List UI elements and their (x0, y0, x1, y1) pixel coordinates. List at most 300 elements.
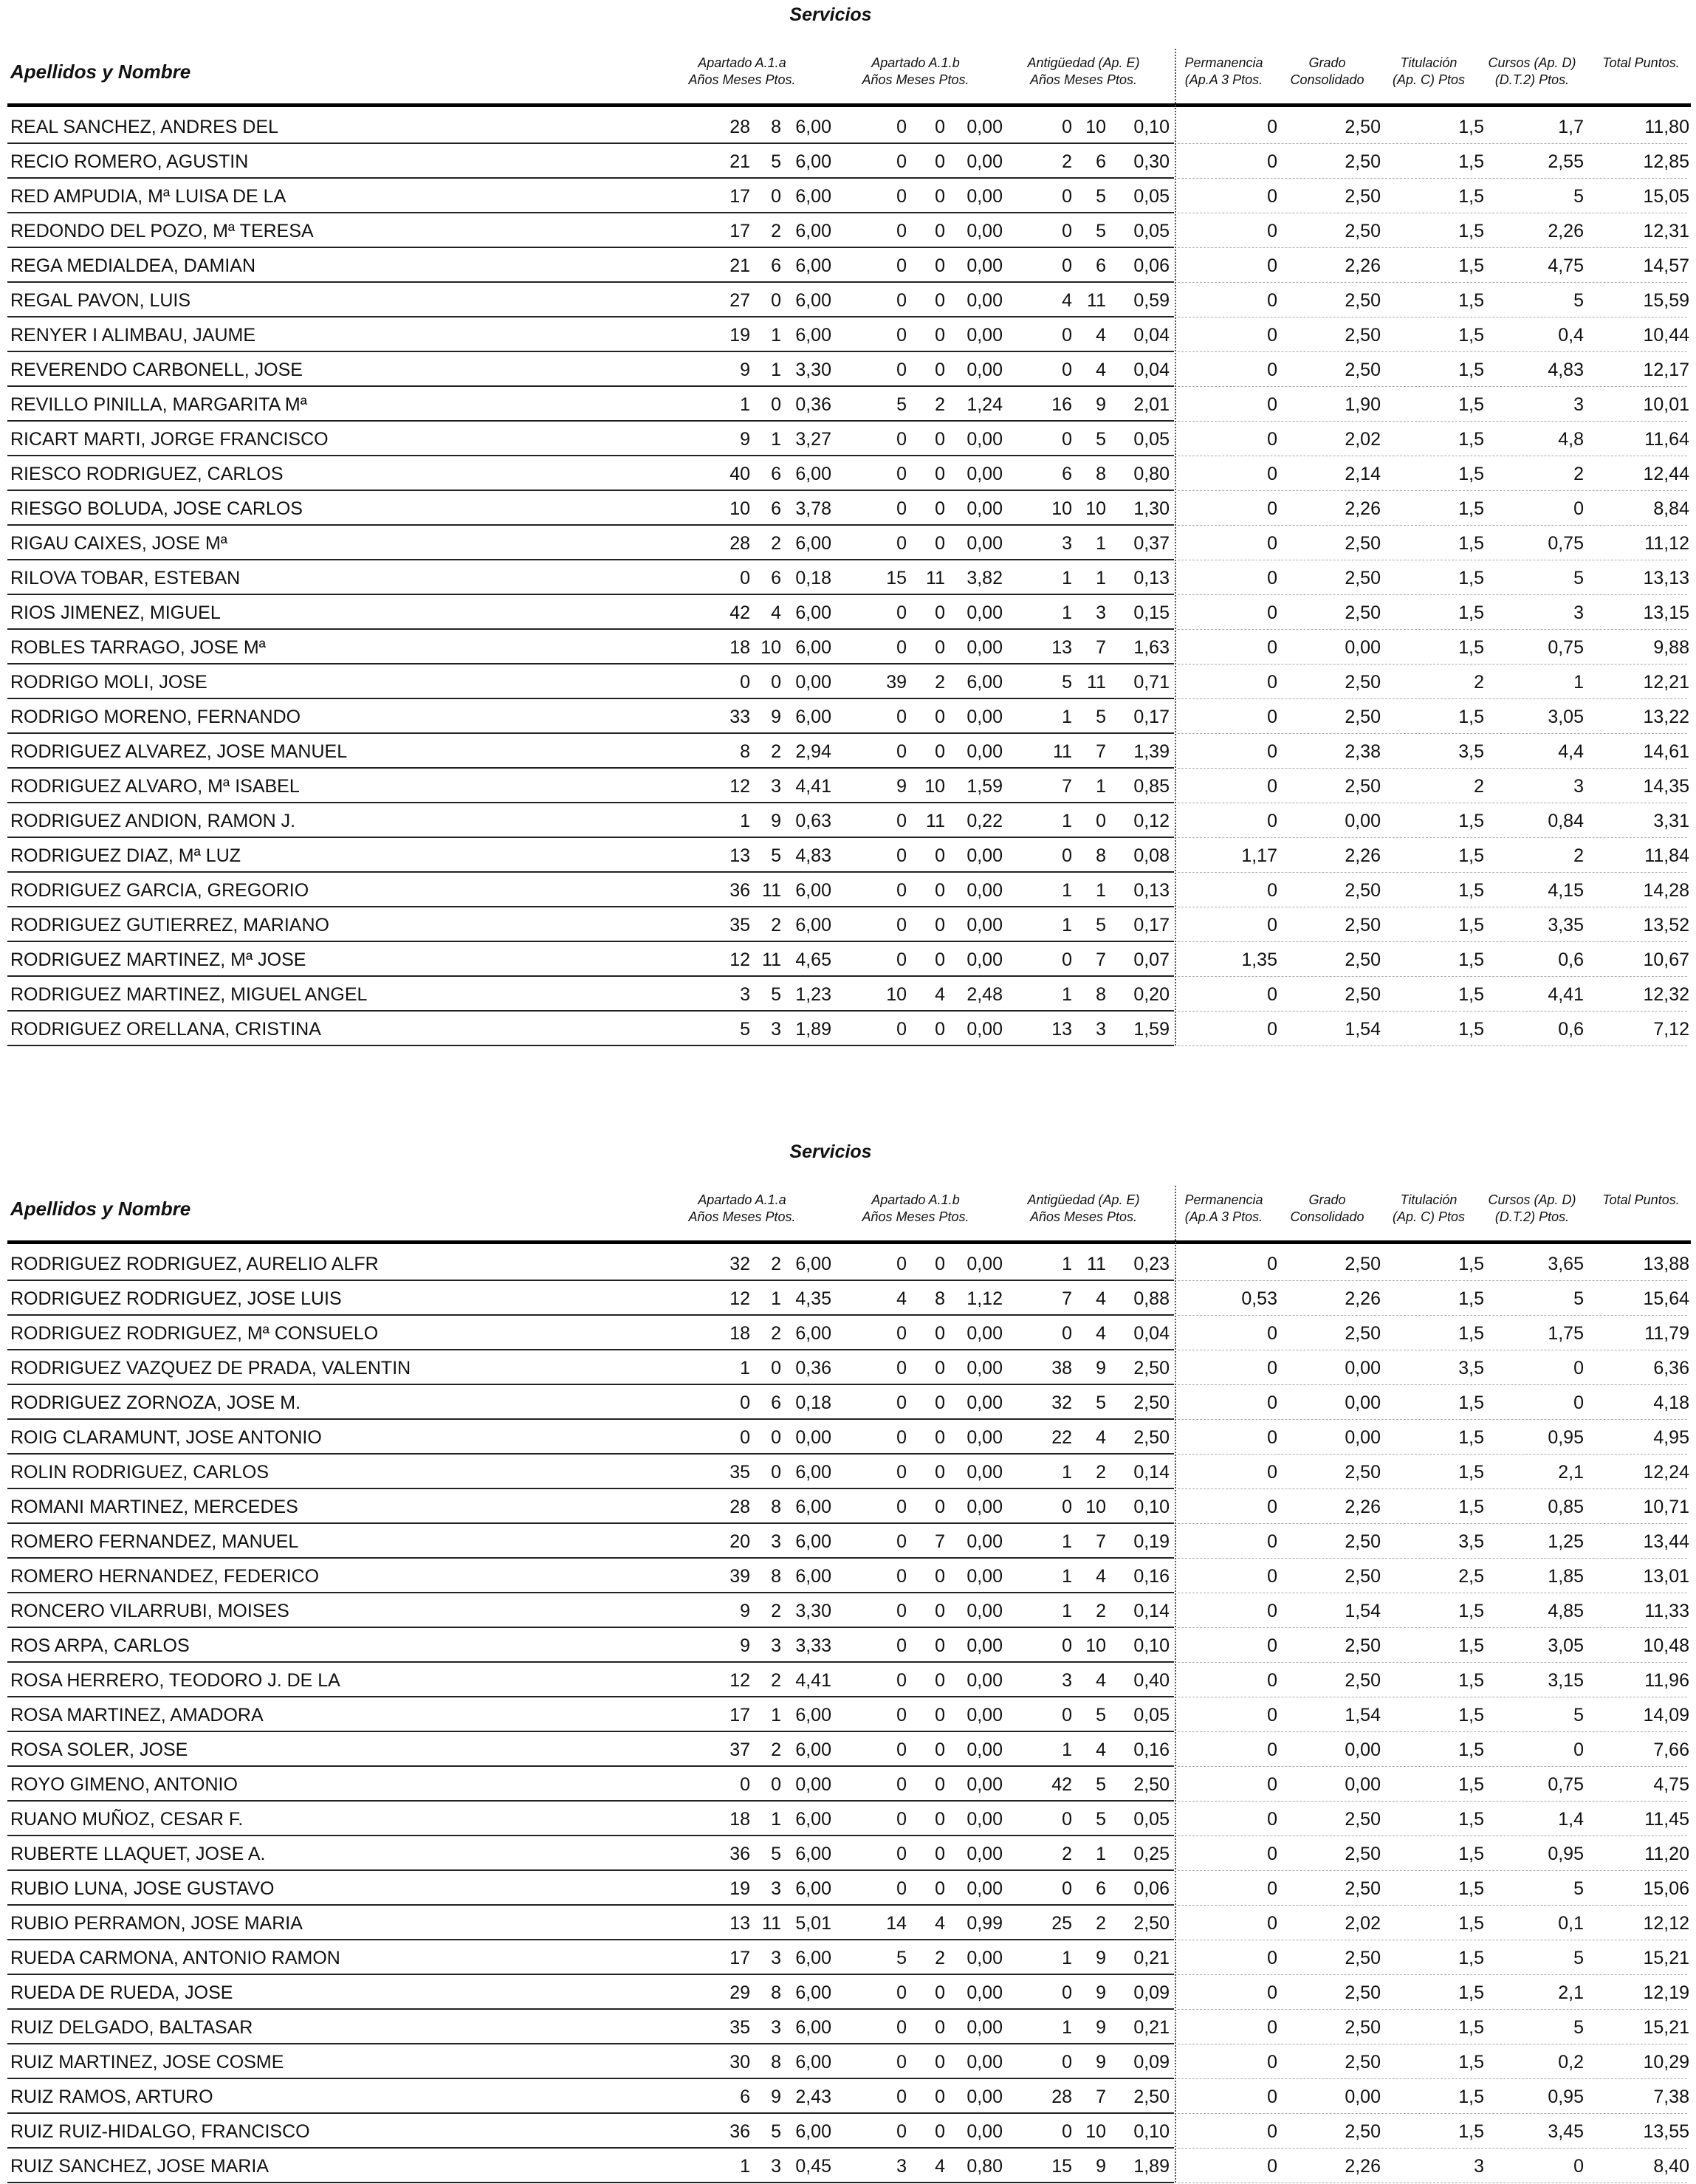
a1b-years-cell: 0 (896, 255, 907, 276)
name-cell: RUANO MUÑOZ, CESAR F. (10, 1809, 244, 1830)
a1b-years-cell: 15 (886, 568, 907, 588)
section-title: Servicios (789, 1141, 872, 1162)
ant-pts-cell: 0,05 (1133, 186, 1170, 207)
a1a-years-cell: 9 (740, 360, 750, 380)
ant-years-cell: 1 (1062, 1566, 1072, 1587)
name-cell: RUIZ DELGADO, BALTASAR (10, 2017, 253, 2038)
a1a-years-cell: 20 (729, 1531, 750, 1552)
a1b-pts-cell: 0,00 (967, 1531, 1003, 1552)
ant-years-cell: 1 (1062, 811, 1072, 831)
ant-pts-cell: 0,14 (1133, 1462, 1170, 1483)
cursos-cell: 0,95 (1548, 1427, 1584, 1448)
a1b-pts-cell: 0,00 (967, 845, 1003, 866)
total-cell: 15,59 (1643, 290, 1689, 311)
a1a-pts-cell: 4,41 (795, 1670, 831, 1691)
section-title: Servicios (789, 4, 872, 25)
name-cell: RODRIGO MORENO, FERNANDO (10, 707, 301, 727)
grado-cell: 1,54 (1345, 1601, 1381, 1621)
a1a-pts-cell: 6,00 (795, 151, 831, 172)
permanencia-cell: 0 (1267, 394, 1277, 415)
permanencia-cell: 0 (1267, 1358, 1277, 1378)
ant-months-cell: 5 (1096, 1809, 1106, 1830)
permanencia-cell: 0 (1267, 1427, 1277, 1448)
a1a-pts-cell: 6,00 (795, 186, 831, 207)
a1b-months-cell: 2 (935, 672, 945, 693)
titulacion-cell: 1,5 (1458, 1740, 1484, 1760)
total-cell: 12,85 (1643, 151, 1689, 172)
cursos-cell: 4,8 (1558, 429, 1584, 450)
permanencia-cell: 0 (1267, 2087, 1277, 2107)
titulacion-cell: 1,5 (1458, 325, 1484, 346)
ant-pts-cell: 0,10 (1133, 1635, 1170, 1656)
a1b-pts-cell: 0,00 (967, 117, 1003, 137)
a1a-months-cell: 2 (771, 1323, 781, 1344)
ant-years-cell: 5 (1062, 672, 1072, 693)
cursos-cell: 1,85 (1548, 1566, 1584, 1587)
a1a-months-cell: 3 (771, 776, 781, 797)
a1a-pts-cell: 6,00 (795, 255, 831, 276)
name-cell: RICART MARTI, JORGE FRANCISCO (10, 429, 329, 450)
total-cell: 12,24 (1643, 1462, 1689, 1483)
grado-cell: 1,90 (1345, 394, 1381, 415)
a1b-pts-cell: 0,00 (967, 2087, 1003, 2107)
ant-pts-cell: 0,10 (1133, 1497, 1170, 1517)
a1a-months-cell: 8 (771, 117, 781, 137)
ant-years-cell: 0 (1062, 325, 1072, 346)
table-row (0, 248, 1696, 283)
permanencia-cell: 0 (1267, 602, 1277, 623)
a1b-years-cell: 0 (896, 290, 907, 311)
a1b-months-cell: 0 (935, 429, 945, 450)
a1a-pts-cell: 2,94 (795, 741, 831, 762)
a1a-months-cell: 6 (771, 1393, 781, 1413)
total-cell: 14,35 (1643, 776, 1689, 797)
titulacion-cell: 1,5 (1458, 811, 1484, 831)
a1a-years-cell: 35 (729, 1462, 750, 1483)
ant-pts-cell: 0,06 (1133, 1878, 1170, 1899)
ant-pts-cell: 1,30 (1133, 498, 1170, 519)
a1b-years-cell: 0 (896, 1393, 907, 1413)
ant-pts-cell: 0,09 (1133, 1982, 1170, 2003)
ant-pts-cell: 0,09 (1133, 2052, 1170, 2073)
ant-months-cell: 9 (1096, 2017, 1106, 2038)
cursos-cell: 1,7 (1558, 117, 1584, 137)
a1a-pts-cell: 1,89 (795, 1019, 831, 1040)
permanencia-cell: 0 (1267, 1809, 1277, 1830)
cursos-cell: 0,75 (1548, 1774, 1584, 1795)
a1a-pts-cell: 6,00 (795, 880, 831, 901)
cursos-cell: 3 (1573, 394, 1584, 415)
permanencia-cell: 0 (1267, 707, 1277, 727)
ant-months-cell: 8 (1096, 845, 1106, 866)
ant-years-cell: 1 (1062, 984, 1072, 1005)
ant-years-cell: 1 (1062, 568, 1072, 588)
total-cell: 10,71 (1643, 1497, 1689, 1517)
a1b-months-cell: 0 (935, 186, 945, 207)
table-row (0, 456, 1696, 491)
titulacion-cell: 3,5 (1458, 1358, 1484, 1378)
a1b-years-cell: 0 (896, 811, 907, 831)
grado-cell: 0,00 (1345, 1427, 1381, 1448)
a1b-years-cell: 0 (896, 1774, 907, 1795)
a1a-years-cell: 36 (729, 2121, 750, 2142)
table-row (0, 317, 1696, 352)
cursos-cell: 4,41 (1548, 984, 1584, 1005)
a1a-pts-cell: 3,30 (795, 360, 831, 380)
ant-years-cell: 0 (1062, 221, 1072, 241)
total-cell: 15,21 (1643, 2017, 1689, 2038)
header-a1a: Apartado A.1.a Años Meses Ptos. (688, 55, 796, 87)
a1a-months-cell: 3 (771, 1635, 781, 1656)
a1a-months-cell: 8 (771, 1497, 781, 1517)
grado-cell: 2,50 (1345, 360, 1381, 380)
a1b-months-cell: 0 (935, 741, 945, 762)
a1b-months-cell: 0 (935, 255, 945, 276)
a1a-years-cell: 8 (740, 741, 750, 762)
a1b-years-cell: 5 (896, 394, 907, 415)
a1b-months-cell: 8 (935, 1288, 945, 1309)
titulacion-cell: 1,5 (1458, 1462, 1484, 1483)
ant-months-cell: 1 (1096, 1844, 1106, 1864)
ant-years-cell: 1 (1062, 707, 1072, 727)
a1a-years-cell: 28 (729, 1497, 750, 1517)
grado-cell: 0,00 (1345, 1740, 1381, 1760)
cursos-cell: 0,75 (1548, 533, 1584, 554)
permanencia-cell: 0 (1267, 741, 1277, 762)
a1b-months-cell: 0 (935, 1705, 945, 1725)
cursos-cell: 3,05 (1548, 1635, 1584, 1656)
table-row (0, 283, 1696, 317)
ant-pts-cell: 0,05 (1133, 1809, 1170, 1830)
ant-pts-cell: 0,25 (1133, 1844, 1170, 1864)
a1b-months-cell: 0 (935, 845, 945, 866)
permanencia-cell: 0 (1267, 2052, 1277, 2073)
table-row (0, 873, 1696, 907)
permanencia-cell: 0 (1267, 1878, 1277, 1899)
cursos-cell: 5 (1573, 1288, 1584, 1309)
cursos-cell: 3,15 (1548, 1670, 1584, 1691)
name-cell: RIESGO BOLUDA, JOSE CARLOS (10, 498, 303, 519)
titulacion-cell: 1,5 (1458, 984, 1484, 1005)
a1a-years-cell: 13 (729, 1913, 750, 1934)
a1b-pts-cell: 6,00 (967, 672, 1003, 693)
titulacion-cell: 1,5 (1458, 707, 1484, 727)
a1a-years-cell: 6 (740, 2087, 750, 2107)
titulacion-cell: 1,5 (1458, 221, 1484, 241)
total-cell: 11,64 (1644, 429, 1689, 450)
ant-years-cell: 7 (1062, 1288, 1072, 1309)
a1b-months-cell: 0 (935, 464, 945, 484)
permanencia-cell: 1,17 (1241, 845, 1277, 866)
table-row (0, 491, 1696, 526)
a1b-pts-cell: 0,00 (967, 498, 1003, 519)
a1b-years-cell: 0 (896, 1019, 907, 1040)
a1a-pts-cell: 6,00 (795, 1497, 831, 1517)
ant-months-cell: 7 (1096, 637, 1106, 658)
ant-months-cell: 5 (1096, 221, 1106, 241)
permanencia-cell: 0 (1267, 464, 1277, 484)
a1b-pts-cell: 0,22 (967, 811, 1003, 831)
a1b-years-cell: 0 (896, 637, 907, 658)
a1b-years-cell: 0 (896, 117, 907, 137)
a1a-months-cell: 11 (762, 880, 781, 901)
titulacion-cell: 1,5 (1458, 394, 1484, 415)
ant-pts-cell: 2,50 (1133, 1393, 1170, 1413)
grado-cell: 2,50 (1345, 117, 1381, 137)
table-row (0, 1940, 1696, 1975)
a1b-months-cell: 0 (935, 637, 945, 658)
cursos-cell: 5 (1573, 290, 1584, 311)
ant-years-cell: 1 (1062, 1601, 1072, 1621)
cursos-cell: 2 (1573, 464, 1584, 484)
total-cell: 10,29 (1643, 2052, 1689, 2073)
a1a-years-cell: 12 (729, 776, 750, 797)
grado-cell: 2,14 (1345, 464, 1381, 484)
ant-years-cell: 0 (1062, 1323, 1072, 1344)
total-cell: 14,09 (1643, 1705, 1689, 1725)
a1b-months-cell: 0 (935, 1566, 945, 1587)
a1a-pts-cell: 4,65 (795, 950, 831, 970)
header-titulacion: Titulación (Ap. C) Ptos (1392, 1192, 1466, 1224)
ant-months-cell: 9 (1096, 394, 1106, 415)
ant-pts-cell: 2,50 (1133, 1358, 1170, 1378)
a1b-years-cell: 0 (896, 151, 907, 172)
header-cursos: Cursos (Ap. D) (D.T.2) Ptos. (1488, 55, 1576, 87)
name-cell: RODRIGUEZ RODRIGUEZ, JOSE LUIS (10, 1288, 342, 1309)
a1b-pts-cell: 0,00 (967, 255, 1003, 276)
titulacion-cell: 1,5 (1458, 464, 1484, 484)
permanencia-cell: 0 (1267, 117, 1277, 137)
a1a-years-cell: 0 (740, 568, 750, 588)
permanencia-cell: 0 (1267, 568, 1277, 588)
a1a-pts-cell: 6,00 (795, 1323, 831, 1344)
cursos-cell: 0 (1573, 1740, 1584, 1760)
ant-pts-cell: 0,10 (1133, 117, 1170, 137)
header-a1b: Apartado A.1.b Años Meses Ptos. (862, 1192, 969, 1224)
a1b-months-cell: 0 (935, 1323, 945, 1344)
a1b-years-cell: 0 (896, 1566, 907, 1587)
a1b-years-cell: 0 (896, 221, 907, 241)
a1b-pts-cell: 0,00 (967, 1774, 1003, 1795)
permanencia-cell: 0 (1267, 1601, 1277, 1621)
name-cell: REGAL PAVON, LUIS (10, 290, 191, 311)
ant-pts-cell: 2,50 (1133, 1774, 1170, 1795)
a1b-years-cell: 0 (896, 325, 907, 346)
a1b-years-cell: 4 (896, 1288, 907, 1309)
a1a-pts-cell: 6,00 (795, 1705, 831, 1725)
a1b-months-cell: 0 (935, 360, 945, 380)
name-cell: RODRIGUEZ GUTIERREZ, MARIANO (10, 915, 329, 935)
a1a-years-cell: 39 (729, 1566, 750, 1587)
permanencia-cell: 0 (1267, 290, 1277, 311)
ant-pts-cell: 0,07 (1133, 950, 1170, 970)
a1a-pts-cell: 6,00 (795, 637, 831, 658)
a1b-years-cell: 0 (896, 360, 907, 380)
a1a-pts-cell: 3,30 (795, 1601, 831, 1621)
grado-cell: 2,50 (1345, 950, 1381, 970)
name-cell: REGA MEDIALDEA, DAMIAN (10, 255, 256, 276)
a1a-years-cell: 1 (740, 1358, 750, 1378)
cursos-cell: 3,35 (1548, 915, 1584, 935)
grado-cell: 2,50 (1345, 602, 1381, 623)
name-cell: RECIO ROMERO, AGUSTIN (10, 151, 249, 172)
a1a-months-cell: 5 (771, 1844, 781, 1864)
a1b-pts-cell: 0,00 (967, 1566, 1003, 1587)
ant-years-cell: 0 (1062, 1809, 1072, 1830)
grado-cell: 2,50 (1345, 2017, 1381, 2038)
ant-months-cell: 9 (1096, 1948, 1106, 1968)
a1a-pts-cell: 0,00 (795, 672, 831, 693)
cursos-cell: 2,55 (1548, 151, 1584, 172)
grado-cell: 2,50 (1345, 533, 1381, 554)
titulacion-cell: 1,5 (1458, 117, 1484, 137)
ant-years-cell: 0 (1062, 186, 1072, 207)
permanencia-cell: 0 (1267, 1635, 1277, 1656)
a1b-years-cell: 0 (896, 1427, 907, 1448)
titulacion-cell: 3 (1474, 2156, 1484, 2177)
a1b-months-cell: 0 (935, 1844, 945, 1864)
a1a-months-cell: 6 (771, 498, 781, 519)
table-row (0, 179, 1696, 213)
ant-pts-cell: 0,21 (1133, 2017, 1170, 2038)
grado-cell: 2,26 (1345, 1497, 1381, 1517)
permanencia-cell: 0 (1267, 1566, 1277, 1587)
table-row (0, 1281, 1696, 1316)
a1b-years-cell: 0 (896, 1497, 907, 1517)
a1b-pts-cell: 0,00 (967, 950, 1003, 970)
ant-months-cell: 6 (1096, 151, 1106, 172)
grado-cell: 2,50 (1345, 1566, 1381, 1587)
a1a-years-cell: 12 (729, 1288, 750, 1309)
ant-pts-cell: 2,50 (1133, 1913, 1170, 1934)
cursos-cell: 4,4 (1558, 741, 1584, 762)
a1b-pts-cell: 0,00 (967, 1358, 1003, 1378)
ant-pts-cell: 0,05 (1133, 429, 1170, 450)
ant-pts-cell: 0,13 (1133, 880, 1170, 901)
grado-cell: 2,50 (1345, 915, 1381, 935)
grado-cell: 2,50 (1345, 151, 1381, 172)
grado-cell: 0,00 (1345, 1393, 1381, 1413)
table-row (0, 1663, 1696, 1697)
header-titulacion: Titulación (Ap. C) Ptos (1392, 55, 1466, 87)
ant-years-cell: 13 (1051, 1019, 1072, 1040)
name-cell: REVILLO PINILLA, MARGARITA Mª (10, 394, 307, 415)
ant-pts-cell: 0,08 (1133, 845, 1170, 866)
ant-pts-cell: 0,05 (1133, 221, 1170, 241)
grado-cell: 0,00 (1345, 2087, 1381, 2107)
name-cell: REVERENDO CARBONELL, JOSE (10, 360, 303, 380)
permanencia-cell: 0 (1267, 672, 1277, 693)
grado-cell: 2,50 (1345, 1809, 1381, 1830)
a1b-pts-cell: 3,82 (967, 568, 1003, 588)
table-row (0, 769, 1696, 803)
titulacion-cell: 2 (1474, 776, 1484, 797)
grado-cell: 2,50 (1345, 707, 1381, 727)
ant-pts-cell: 0,04 (1133, 1323, 1170, 1344)
a1a-months-cell: 1 (771, 325, 781, 346)
a1b-months-cell: 0 (935, 880, 945, 901)
name-cell: RODRIGUEZ VAZQUEZ DE PRADA, VALENTIN (10, 1358, 411, 1378)
ant-years-cell: 25 (1051, 1913, 1072, 1934)
total-cell: 8,84 (1653, 498, 1689, 519)
a1b-pts-cell: 1,59 (967, 776, 1003, 797)
titulacion-cell: 1,5 (1458, 602, 1484, 623)
ant-years-cell: 0 (1062, 2121, 1072, 2142)
ant-years-cell: 1 (1062, 915, 1072, 935)
a1b-years-cell: 9 (896, 776, 907, 797)
a1a-years-cell: 28 (729, 117, 750, 137)
table-row (0, 1732, 1696, 1767)
ant-months-cell: 11 (1087, 1254, 1106, 1274)
total-cell: 10,01 (1643, 394, 1689, 415)
table-row (0, 526, 1696, 560)
cursos-cell: 0,95 (1548, 2087, 1584, 2107)
titulacion-cell: 3,5 (1458, 741, 1484, 762)
a1a-years-cell: 21 (729, 151, 750, 172)
a1a-years-cell: 19 (729, 1878, 750, 1899)
titulacion-cell: 1,5 (1458, 2087, 1484, 2107)
table-row (0, 109, 1696, 144)
titulacion-cell: 1,5 (1458, 1601, 1484, 1621)
ant-years-cell: 0 (1062, 360, 1072, 380)
a1b-years-cell: 0 (896, 1844, 907, 1864)
grado-cell: 2,50 (1345, 1670, 1381, 1691)
a1a-pts-cell: 6,00 (795, 1531, 831, 1552)
row-rule (7, 1045, 1174, 1046)
grado-cell: 2,50 (1345, 2052, 1381, 2073)
a1b-pts-cell: 1,12 (967, 1288, 1003, 1309)
a1a-pts-cell: 4,83 (795, 845, 831, 866)
grado-cell: 2,26 (1345, 2156, 1381, 2177)
a1a-months-cell: 1 (771, 429, 781, 450)
a1b-years-cell: 0 (896, 1809, 907, 1830)
ant-years-cell: 1 (1062, 2017, 1072, 2038)
total-cell: 12,19 (1643, 1982, 1689, 2003)
a1a-months-cell: 3 (771, 2017, 781, 2038)
a1a-years-cell: 18 (729, 1809, 750, 1830)
a1b-pts-cell: 0,00 (967, 2052, 1003, 2073)
ant-months-cell: 5 (1096, 915, 1106, 935)
total-cell: 12,12 (1643, 1913, 1689, 1934)
ant-years-cell: 0 (1062, 950, 1072, 970)
ant-months-cell: 3 (1096, 602, 1106, 623)
total-cell: 14,28 (1643, 880, 1689, 901)
permanencia-cell: 0 (1267, 360, 1277, 380)
table-row (0, 2044, 1696, 2079)
a1a-pts-cell: 6,00 (795, 1740, 831, 1760)
ant-years-cell: 10 (1051, 498, 1072, 519)
ant-pts-cell: 0,30 (1133, 151, 1170, 172)
permanencia-cell: 0 (1267, 1740, 1277, 1760)
a1b-years-cell: 0 (896, 429, 907, 450)
name-cell: ROIG CLARAMUNT, JOSE ANTONIO (10, 1427, 322, 1448)
titulacion-cell: 1,5 (1458, 880, 1484, 901)
ant-years-cell: 0 (1062, 1705, 1072, 1725)
a1a-months-cell: 9 (771, 811, 781, 831)
a1a-months-cell: 2 (771, 1601, 781, 1621)
grado-cell: 2,50 (1345, 776, 1381, 797)
name-cell: RODRIGUEZ MARTINEZ, MIGUEL ANGEL (10, 984, 368, 1005)
a1b-pts-cell: 0,00 (967, 1982, 1003, 2003)
total-cell: 4,18 (1653, 1393, 1689, 1413)
a1a-pts-cell: 0,45 (795, 2156, 831, 2177)
a1a-months-cell: 6 (771, 255, 781, 276)
ant-months-cell: 5 (1096, 429, 1106, 450)
name-cell: RENYER I ALIMBAU, JAUME (10, 325, 256, 346)
name-cell: RIOS JIMENEZ, MIGUEL (10, 602, 221, 623)
a1a-pts-cell: 0,36 (795, 394, 831, 415)
ant-months-cell: 7 (1096, 950, 1106, 970)
